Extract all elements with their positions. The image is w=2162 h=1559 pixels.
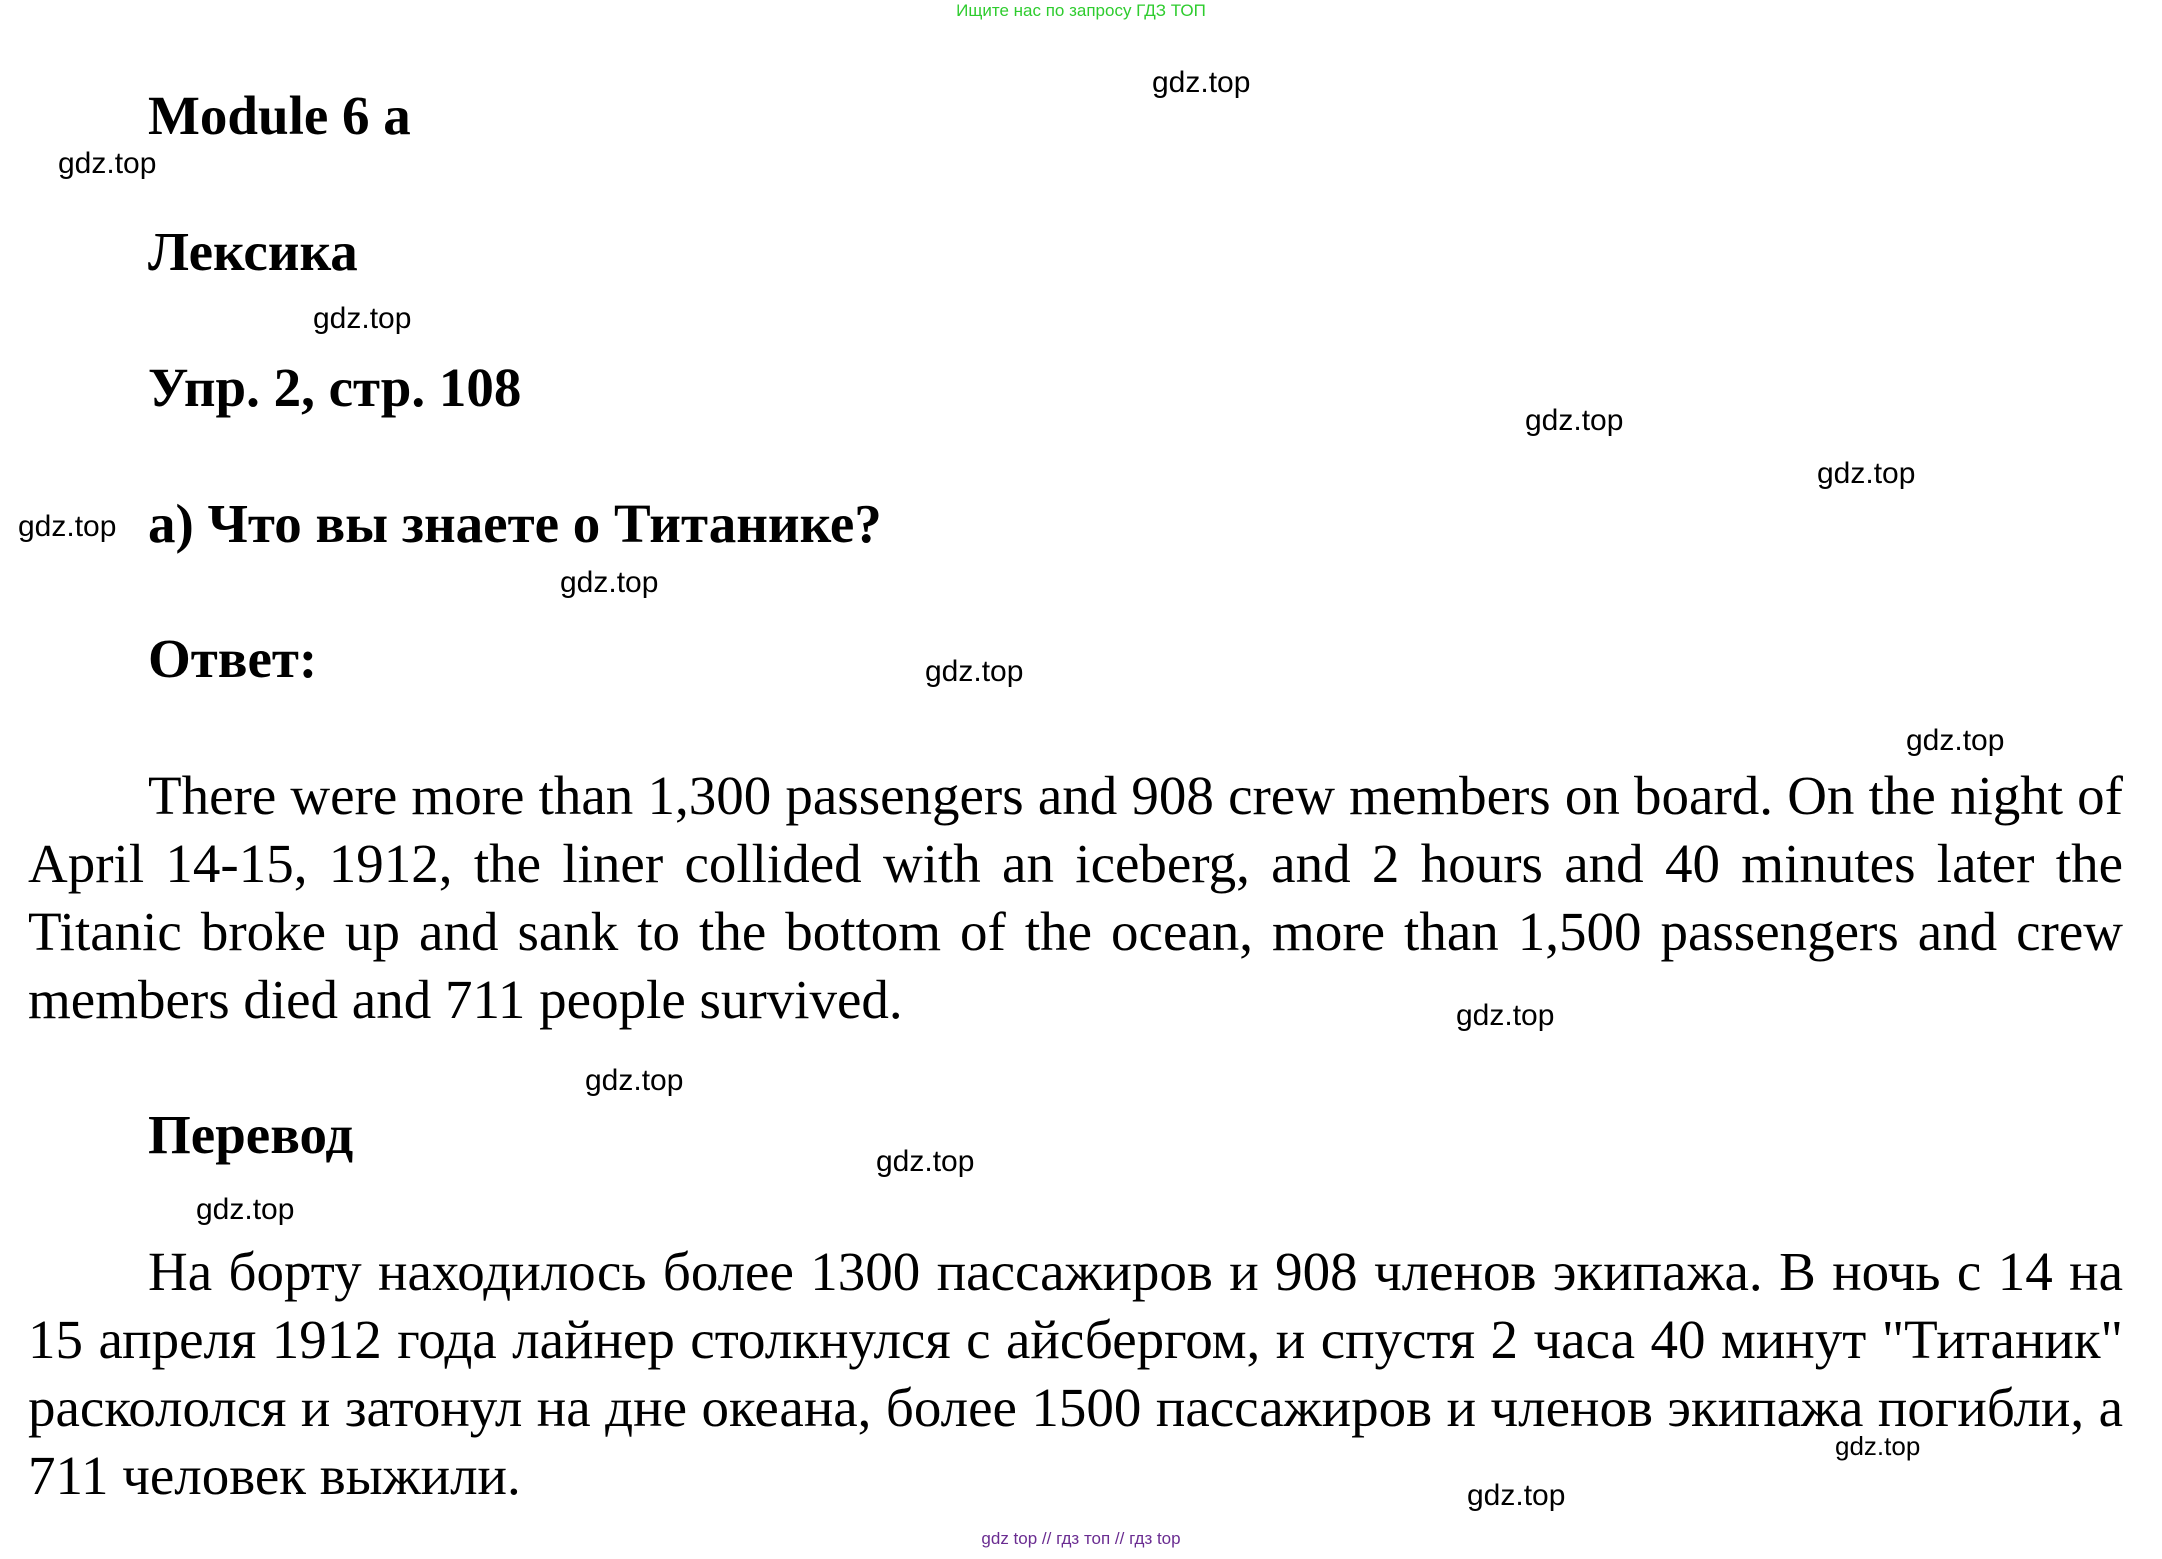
watermark: gdz.top <box>18 510 117 543</box>
search-banner: Ищите нас по запросу ГДЗ ТОП <box>956 1 1206 20</box>
watermark: gdz.top <box>925 655 1024 688</box>
question-title: a) Что вы знаете о Титанике? <box>148 493 882 554</box>
module-title: Module 6 a <box>148 85 411 146</box>
watermark: gdz.top <box>876 1145 975 1178</box>
watermark: gdz.top <box>1835 1431 1921 1461</box>
answer-paragraph: There were more than 1,300 passengers and 908 crew members on board. On the night of April 14-15, 1912, the liner collided with an iceberg, and 2 hours and 40 minutes later the Titanic broke up and sank to the bottom of the ocean, more than 1,500 passengers and crew members died and 711 people survived. <box>28 765 2123 1030</box>
watermark: gdz.top <box>560 566 659 599</box>
translation-paragraph: На борту находилось более 1300 пассажиров и 908 членов экипажа. В ночь с 14 на 15 апреля 1912 года лайнер столкнулся с айсбергом, и спустя 2 часа 40 минут "Титаник" раскололся и затонул на дне океана, более 1500 пассажиров и членов экипажа погибли, а 711 человек выжили. <box>28 1241 2123 1506</box>
watermark: gdz.top <box>1152 66 1251 99</box>
watermark: gdz.top <box>585 1064 684 1097</box>
watermark: gdz.top <box>313 302 412 335</box>
section-title: Лексика <box>148 221 358 282</box>
watermark: gdz.top <box>1525 404 1624 437</box>
exercise-title: Упр. 2, стр. 108 <box>148 357 522 418</box>
watermark: gdz.top <box>58 147 157 180</box>
watermark: gdz.top <box>1817 457 1916 490</box>
watermark: gdz.top <box>1467 1479 1566 1512</box>
watermark: gdz.top <box>1906 724 2005 757</box>
footer-links: gdz top // гдз топ // гдз top <box>981 1529 1181 1548</box>
watermark: gdz.top <box>1456 999 1555 1032</box>
watermark: gdz.top <box>196 1193 295 1226</box>
answer-label: Ответ: <box>148 628 318 689</box>
translation-label: Перевод <box>148 1104 354 1165</box>
